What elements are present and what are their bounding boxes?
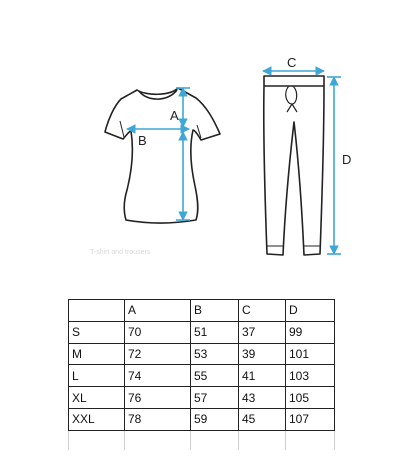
tshirt-icon bbox=[105, 88, 220, 223]
label-a: A bbox=[170, 108, 179, 123]
size-table bbox=[68, 299, 335, 450]
table-cell: 99 bbox=[286, 321, 335, 343]
table-cell: 105 bbox=[286, 387, 335, 409]
table-cell: 45 bbox=[239, 408, 286, 430]
table-cell bbox=[239, 430, 286, 450]
table-cell bbox=[69, 430, 125, 450]
table-header-cell: D bbox=[286, 300, 335, 322]
table-cell: 41 bbox=[239, 365, 286, 387]
table-row bbox=[69, 321, 335, 343]
trousers-icon bbox=[264, 76, 324, 255]
label-c: C bbox=[287, 55, 297, 70]
table-cell: 57 bbox=[191, 387, 239, 409]
table-cell bbox=[191, 430, 239, 450]
table-cell: 55 bbox=[191, 365, 239, 387]
measure-d-line bbox=[327, 77, 341, 254]
table-header-cell bbox=[69, 300, 125, 322]
table-header-cell: A bbox=[125, 300, 191, 322]
table-cell: 51 bbox=[191, 321, 239, 343]
watermark: T-shirt and trousers bbox=[90, 249, 151, 256]
table-cell bbox=[286, 430, 335, 450]
size-cell: L bbox=[69, 365, 125, 387]
table-row bbox=[69, 343, 335, 365]
table-cell: 43 bbox=[239, 387, 286, 409]
size-cell: M bbox=[69, 343, 125, 365]
label-b: B bbox=[138, 133, 147, 148]
table-row bbox=[69, 387, 335, 409]
table-cell: 39 bbox=[239, 343, 286, 365]
table-header-row bbox=[69, 300, 335, 322]
table-cell: 72 bbox=[125, 343, 191, 365]
table-cell: 70 bbox=[125, 321, 191, 343]
table-cell bbox=[125, 430, 191, 450]
table-cell: 76 bbox=[125, 387, 191, 409]
table-cell: 101 bbox=[286, 343, 335, 365]
table-cell: 37 bbox=[239, 321, 286, 343]
size-cell: S bbox=[69, 321, 125, 343]
table-cell: 107 bbox=[286, 408, 335, 430]
table-header-cell: C bbox=[239, 300, 286, 322]
table-row bbox=[69, 408, 335, 430]
size-cell: XL bbox=[69, 387, 125, 409]
table-cell: 59 bbox=[191, 408, 239, 430]
table-blank-row bbox=[69, 430, 335, 450]
size-cell: XXL bbox=[69, 408, 125, 430]
table-row bbox=[69, 365, 335, 387]
table-cell: 74 bbox=[125, 365, 191, 387]
table-cell: 78 bbox=[125, 408, 191, 430]
label-d: D bbox=[342, 152, 352, 167]
table-cell: 103 bbox=[286, 365, 335, 387]
table-cell: 53 bbox=[191, 343, 239, 365]
table-header-cell: B bbox=[191, 300, 239, 322]
